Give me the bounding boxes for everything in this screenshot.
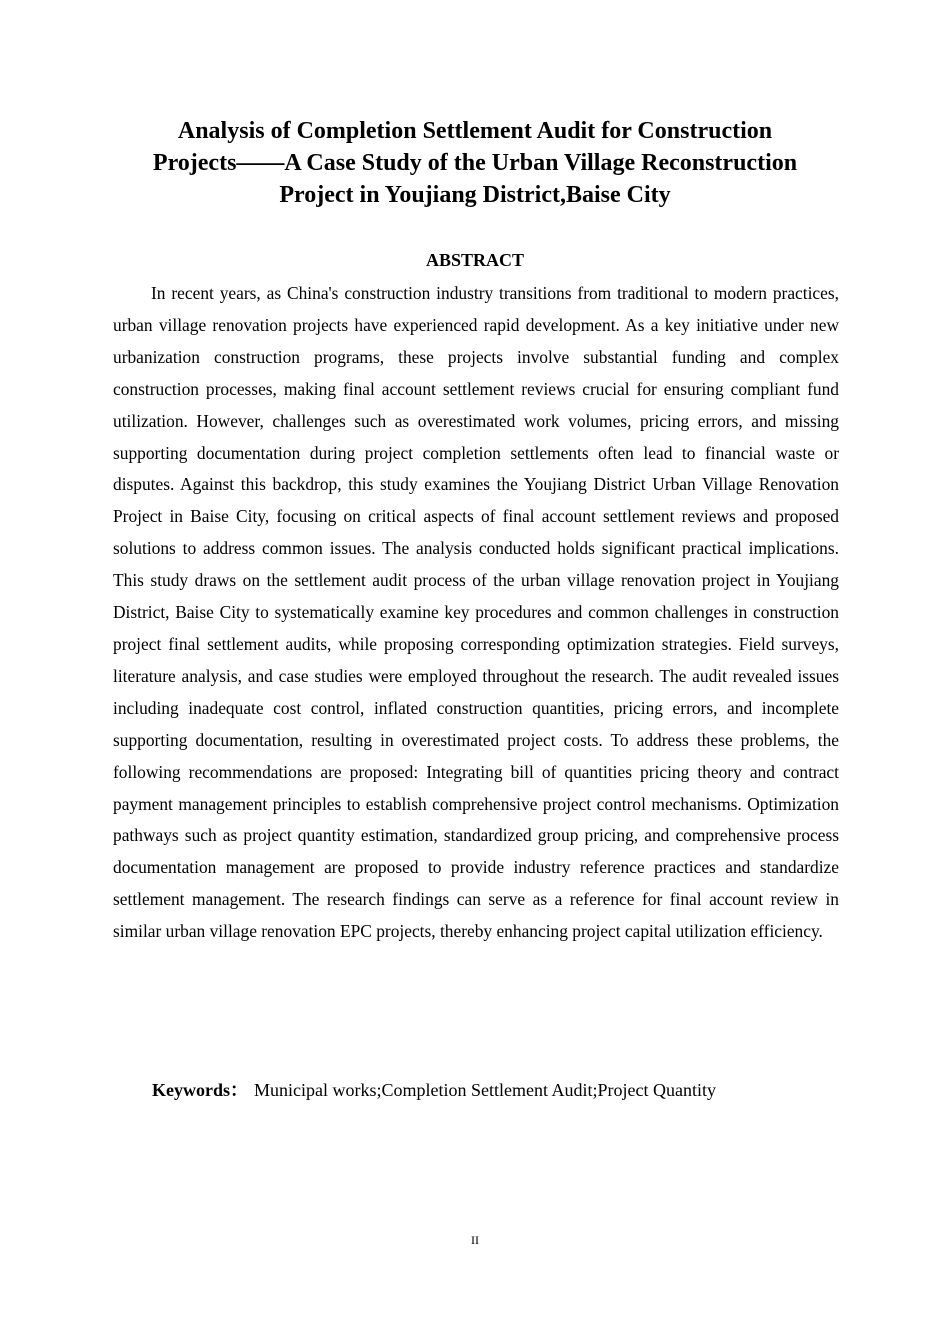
abstract-heading: ABSTRACT xyxy=(425,250,525,270)
paper-title-line-2: Projects——A Case Study of the Urban Village Reconstruction xyxy=(152,150,798,176)
paper-title-line-1: Analysis of Completion Settlement Audit for Construction xyxy=(177,118,773,144)
keywords-value: Municipal works;Completion Settlement Audit;Project Quantity xyxy=(254,1080,716,1100)
keywords-separator: ： xyxy=(230,1080,248,1100)
paper-title-line-3: Project in Youjiang District,Baise City xyxy=(279,182,671,208)
paper-title xyxy=(100,115,850,211)
keywords-label: Keywords xyxy=(152,1080,230,1100)
keywords-line xyxy=(152,1076,852,1104)
page-number: II xyxy=(471,1233,479,1247)
abstract-body: In recent years, as China's construction industry transitions from traditional to modern practices, urban village renovation projects have experienced rapid development. As a key initiative under new urbanization construction programs, these projects involve substantial funding and complex construction processes, making final account settlement reviews crucial for ensuring compliant fund utilization. However, challenges such as overestimated work volumes, pricing errors, and missing supporting documentation during project completion settlements often lead to financial waste or disputes. Against this backdrop, this study examines the Youjiang District Urban Village Renovation Project in Baise City, focusing on critical aspects of final account settlement reviews and proposed solutions to address common issues. The analysis conducted holds significant practical implications. This study draws on the settlement audit process of the urban village renovation project in Youjiang District, Baise City to systematically examine key procedures and common challenges in construction project final settlement audits, while proposing corresponding optimization strategies. Field surveys, literature analysis, and case studies were employed throughout the research. The audit revealed issues including inadequate cost control, inflated construction quantities, pricing errors, and incomplete supporting documentation, resulting in overestimated project costs. To address these problems, the following recommendations are proposed: Integrating bill of quantities pricing theory and contract payment management principles to establish comprehensive project control mechanisms. Optimization pathways such as project quantity estimation, standardized group pricing, and comprehensive process documentation management are proposed to provide industry reference practices and standardize settlement management. The research findings can serve as a reference for final account review in similar urban village renovation EPC projects, thereby enhancing project capital utilization efficiency. xyxy=(113,283,839,942)
